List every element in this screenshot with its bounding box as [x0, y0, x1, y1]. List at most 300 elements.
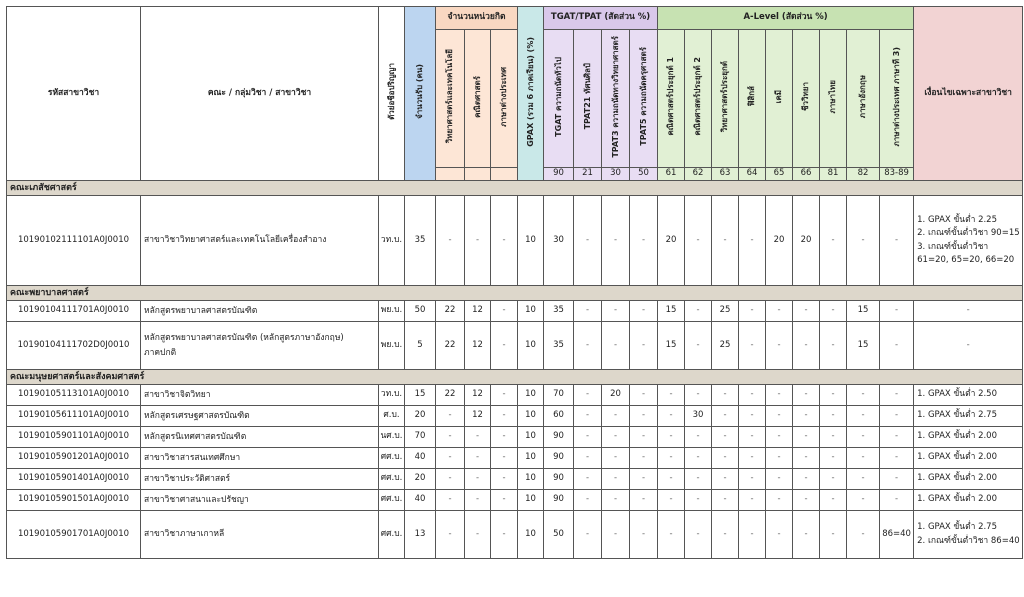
alevel-value: -	[712, 448, 739, 469]
units-value: -	[465, 448, 491, 469]
alevel-value: -	[793, 322, 820, 370]
tgat-value: -	[602, 301, 630, 322]
table-row	[7, 427, 1023, 448]
alevel-value: 15	[847, 322, 880, 370]
program-name	[141, 385, 379, 406]
table-row	[7, 511, 1023, 559]
alevel-value: -	[793, 490, 820, 511]
conditions-cell	[914, 469, 1023, 490]
header-alevel-col: เคมี	[766, 30, 793, 168]
program-name-line: สาขาวิชาวิทยาศาสตร์และเทคโนโลยีเครื่องสำอาง	[144, 235, 327, 246]
header-code: รหัสสาขาวิชา	[7, 7, 141, 181]
gpax-value: 10	[518, 448, 544, 469]
tgat-value: -	[630, 448, 658, 469]
header-alevel-code: 61	[658, 168, 685, 181]
conditions-cell	[914, 448, 1023, 469]
alevel-value: -	[739, 490, 766, 511]
alevel-value: -	[685, 469, 712, 490]
header-tgat-col: TPAT5 ความถนัดครุศาสตร์	[630, 30, 658, 168]
gpax-value: 10	[518, 469, 544, 490]
units-value: -	[491, 469, 518, 490]
alevel-value: -	[658, 385, 685, 406]
header-alevel-code: 81	[820, 168, 847, 181]
alevel-value: 20	[658, 196, 685, 286]
program-name-line: ภาคปกติ	[144, 347, 177, 358]
header-gpax: GPAX (รวม 6 ภาคเรียน) (%)	[518, 7, 544, 181]
alevel-value: -	[739, 469, 766, 490]
tgat-value: 50	[544, 511, 574, 559]
alevel-value: -	[820, 385, 847, 406]
tgat-value: -	[602, 406, 630, 427]
units-value: 22	[436, 322, 465, 370]
quota-value: 20	[405, 406, 436, 427]
alevel-value: 15	[658, 301, 685, 322]
header-faculty: คณะ / กลุ่มวิชา / สาขาวิชา	[141, 7, 379, 181]
condition-line: 2. เกณฑ์ขั้นต่ำวิชา 90=15	[917, 228, 1020, 239]
program-name-line: หลักสูตรพยาบาลศาสตรบัณฑิต (หลักสูตรภาษาอังกฤษ)	[144, 333, 344, 344]
table-row	[7, 406, 1023, 427]
header-alevel-col: ภาษาต่างประเทศ ภาษาที่ 3)	[880, 30, 914, 168]
alevel-value: 25	[712, 301, 739, 322]
quota-value: 40	[405, 490, 436, 511]
header-tgat-group: TGAT/TPAT (สัดส่วน %)	[544, 7, 658, 30]
alevel-value: -	[793, 511, 820, 559]
alevel-value: -	[739, 322, 766, 370]
tgat-value: 35	[544, 301, 574, 322]
alevel-value: -	[685, 385, 712, 406]
header-quota: จำนวนรับ (คน)	[405, 7, 436, 181]
condition-line: 1. GPAX ขั้นต่ำ 2.00	[917, 452, 998, 463]
alevel-value: -	[766, 301, 793, 322]
alevel-value: -	[880, 427, 914, 448]
program-code: 10190102111101A0J0010	[7, 196, 141, 286]
program-name	[141, 511, 379, 559]
units-value: 12	[465, 301, 491, 322]
units-value: 22	[436, 301, 465, 322]
program-name-line: หลักสูตรนิเทศศาสตรบัณฑิต	[144, 431, 247, 442]
header-tgat-code: 50	[630, 168, 658, 181]
alevel-value: -	[658, 490, 685, 511]
admission-table	[6, 6, 1023, 559]
header-tgat-code: 21	[574, 168, 602, 181]
quota-value: 40	[405, 448, 436, 469]
alevel-value: -	[658, 406, 685, 427]
degree-abbrev: ศ.บ.	[379, 406, 405, 427]
tgat-value: 30	[544, 196, 574, 286]
degree-abbrev: พย.บ.	[379, 322, 405, 370]
alevel-value: 30	[685, 406, 712, 427]
gpax-value: 10	[518, 490, 544, 511]
program-name-line: สาขาวิชาศาสนาและปรัชญา	[144, 494, 249, 505]
program-name	[141, 469, 379, 490]
units-value: -	[491, 301, 518, 322]
header-alevel-code: 65	[766, 168, 793, 181]
gpax-value: 10	[518, 511, 544, 559]
alevel-value: -	[880, 448, 914, 469]
alevel-value: -	[793, 427, 820, 448]
quota-value: 35	[405, 196, 436, 286]
condition-line: -	[966, 339, 970, 350]
tgat-value: -	[574, 196, 602, 286]
program-name	[141, 448, 379, 469]
degree-abbrev: นศ.บ.	[379, 427, 405, 448]
program-code: 10190105901201A0J0010	[7, 448, 141, 469]
alevel-value: -	[793, 406, 820, 427]
degree-abbrev: วท.บ.	[379, 196, 405, 286]
alevel-value: -	[793, 469, 820, 490]
degree-abbrev: วท.บ.	[379, 385, 405, 406]
gpax-value: 10	[518, 406, 544, 427]
units-value: 12	[465, 322, 491, 370]
alevel-value: -	[880, 385, 914, 406]
alevel-value: -	[820, 406, 847, 427]
alevel-value: -	[658, 511, 685, 559]
header-units-group: จำนวนหน่วยกิต	[436, 7, 518, 30]
tgat-value: 20	[602, 385, 630, 406]
alevel-value: -	[766, 490, 793, 511]
header-alevel-col: ภาษาไทย	[820, 30, 847, 168]
alevel-value: -	[739, 385, 766, 406]
header-alevel-col: คณิตศาสตร์ประยุกต์ 2	[685, 30, 712, 168]
units-value: -	[465, 490, 491, 511]
program-name	[141, 406, 379, 427]
tgat-value: -	[602, 427, 630, 448]
alevel-value: -	[880, 322, 914, 370]
quota-value: 5	[405, 322, 436, 370]
units-value: -	[465, 196, 491, 286]
table-row	[7, 490, 1023, 511]
condition-line: 1. GPAX ขั้นต่ำ 2.25	[917, 215, 998, 226]
alevel-value: -	[847, 427, 880, 448]
condition-line: 1. GPAX ขั้นต่ำ 2.00	[917, 473, 998, 484]
alevel-value: 15	[658, 322, 685, 370]
tgat-value: 60	[544, 406, 574, 427]
tgat-value: 90	[544, 427, 574, 448]
alevel-value: -	[712, 490, 739, 511]
alevel-value: -	[739, 196, 766, 286]
tgat-value: -	[630, 469, 658, 490]
tgat-value: -	[630, 490, 658, 511]
alevel-value: -	[712, 196, 739, 286]
section-row	[7, 286, 1023, 301]
conditions-cell	[914, 301, 1023, 322]
program-code: 10190105113101A0J0010	[7, 385, 141, 406]
table-row	[7, 385, 1023, 406]
alevel-value: -	[712, 469, 739, 490]
tgat-value: -	[602, 448, 630, 469]
units-value: -	[491, 511, 518, 559]
conditions-cell	[914, 196, 1023, 286]
header-alevel-col: คณิตศาสตร์ประยุกต์ 1	[658, 30, 685, 168]
header-alevel-code: 66	[793, 168, 820, 181]
tgat-value: -	[630, 322, 658, 370]
units-value: -	[491, 448, 518, 469]
alevel-value: -	[880, 196, 914, 286]
alevel-value: -	[712, 511, 739, 559]
program-name	[141, 490, 379, 511]
units-value: -	[491, 196, 518, 286]
alevel-value: -	[766, 511, 793, 559]
condition-line: 1. GPAX ขั้นต่ำ 2.75	[917, 522, 998, 533]
header-alevel-group: A-Level (สัดส่วน %)	[658, 7, 914, 30]
alevel-value: -	[880, 406, 914, 427]
header-alevel-col: ฟิสิกส์	[739, 30, 766, 168]
alevel-value: -	[847, 511, 880, 559]
quota-value: 15	[405, 385, 436, 406]
alevel-value: -	[820, 301, 847, 322]
alevel-value: -	[820, 322, 847, 370]
alevel-value: -	[658, 469, 685, 490]
tgat-value: -	[574, 448, 602, 469]
header-alevel-col: ภาษาอังกฤษ	[847, 30, 880, 168]
header-tgat-col: TGAT ความถนัดทั่วไป	[544, 30, 574, 168]
units-value: -	[436, 490, 465, 511]
alevel-value: -	[685, 448, 712, 469]
alevel-value: -	[739, 301, 766, 322]
tgat-value: -	[602, 322, 630, 370]
units-value: -	[465, 427, 491, 448]
program-code: 10190105901401A0J0010	[7, 469, 141, 490]
program-name-line: สาขาวิชาประวัติศาสตร์	[144, 473, 231, 484]
alevel-value: -	[658, 427, 685, 448]
tgat-value: -	[630, 196, 658, 286]
alevel-value: -	[847, 385, 880, 406]
section-row	[7, 370, 1023, 385]
alevel-value: -	[685, 490, 712, 511]
program-name	[141, 196, 379, 286]
alevel-value: -	[793, 448, 820, 469]
tgat-value: -	[630, 301, 658, 322]
alevel-value: -	[793, 385, 820, 406]
table-row	[7, 448, 1023, 469]
alevel-value: -	[847, 448, 880, 469]
program-code: 10190104111701A0J0010	[7, 301, 141, 322]
units-value: -	[465, 469, 491, 490]
alevel-value: -	[712, 406, 739, 427]
alevel-value: 86=40	[880, 511, 914, 559]
header-alevel-code: 62	[685, 168, 712, 181]
conditions-cell	[914, 511, 1023, 559]
degree-abbrev: ศศ.บ.	[379, 490, 405, 511]
program-name-line: หลักสูตรพยาบาลศาสตรบัณฑิต	[144, 305, 258, 316]
header-tgat-col: TPAT3 ความถนัดทางวิทยาศาสตร์	[602, 30, 630, 168]
program-name	[141, 322, 379, 370]
program-name-line: หลักสูตรเศรษฐศาสตรบัณฑิต	[144, 410, 250, 421]
alevel-value: 15	[847, 301, 880, 322]
program-code: 10190104111702D0J0010	[7, 322, 141, 370]
alevel-value: -	[793, 301, 820, 322]
header-alevel-code: 83-89	[880, 168, 914, 181]
units-value: -	[491, 406, 518, 427]
alevel-value: -	[766, 385, 793, 406]
condition-line: 3. เกณฑ์ขั้นต่ำวิชา 61=20, 65=20, 66=20	[917, 241, 1015, 265]
alevel-value: -	[712, 427, 739, 448]
conditions-cell	[914, 322, 1023, 370]
alevel-value: -	[766, 406, 793, 427]
header-alevel-code: 82	[847, 168, 880, 181]
tgat-value: -	[630, 385, 658, 406]
gpax-value: 10	[518, 196, 544, 286]
header-alevel-col: วิทยาศาสตร์ประยุกต์	[712, 30, 739, 168]
alevel-value: -	[685, 196, 712, 286]
alevel-value: -	[820, 469, 847, 490]
header-tgat-code: 90	[544, 168, 574, 181]
degree-abbrev: พย.บ.	[379, 301, 405, 322]
alevel-value: 25	[712, 322, 739, 370]
alevel-value: -	[685, 322, 712, 370]
alevel-value: -	[685, 301, 712, 322]
tgat-value: -	[602, 196, 630, 286]
alevel-value: -	[880, 301, 914, 322]
alevel-value: -	[820, 490, 847, 511]
section-row	[7, 181, 1023, 196]
tgat-value: -	[574, 427, 602, 448]
degree-abbrev: ศศ.บ.	[379, 448, 405, 469]
tgat-value: -	[630, 406, 658, 427]
condition-line: 2. เกณฑ์ขั้นต่ำวิชา 86=40	[917, 535, 1020, 546]
table-row	[7, 322, 1023, 370]
section-title: คณะมนุษยศาสตร์และสังคมศาสตร์	[7, 370, 1023, 385]
units-value: -	[436, 448, 465, 469]
tgat-value: 90	[544, 469, 574, 490]
alevel-value: -	[820, 511, 847, 559]
program-name-line: สาขาวิชาสารสนเทศศึกษา	[144, 452, 241, 463]
table-row	[7, 469, 1023, 490]
tgat-value: -	[574, 406, 602, 427]
quota-value: 20	[405, 469, 436, 490]
alevel-value: -	[712, 385, 739, 406]
program-name-line: สาขาวิชาจิตวิทยา	[144, 389, 211, 400]
alevel-value: 20	[793, 196, 820, 286]
units-value: 22	[436, 385, 465, 406]
gpax-value: 10	[518, 301, 544, 322]
header-alevel-col: ชีววิทยา	[793, 30, 820, 168]
section-title: คณะพยาบาลศาสตร์	[7, 286, 1023, 301]
condition-line: 1. GPAX ขั้นต่ำ 2.75	[917, 410, 998, 421]
units-value: 12	[465, 385, 491, 406]
alevel-value: -	[820, 448, 847, 469]
tgat-value: -	[602, 469, 630, 490]
units-value: 12	[465, 406, 491, 427]
condition-line: -	[966, 305, 970, 316]
table-row	[7, 301, 1023, 322]
header-tgat-col: TPAT21 ทัศนศิลป์	[574, 30, 602, 168]
alevel-value: -	[880, 469, 914, 490]
program-name	[141, 301, 379, 322]
alevel-value: -	[739, 448, 766, 469]
condition-line: 1. GPAX ขั้นต่ำ 2.00	[917, 494, 998, 505]
program-code: 10190105901501A0J0010	[7, 490, 141, 511]
header-units-code	[491, 168, 518, 181]
units-value: -	[491, 322, 518, 370]
table-body	[7, 181, 1023, 559]
alevel-value: 20	[766, 196, 793, 286]
alevel-value: -	[847, 406, 880, 427]
table-header	[7, 7, 1023, 181]
quota-value: 50	[405, 301, 436, 322]
gpax-value: 10	[518, 427, 544, 448]
tgat-value: -	[630, 511, 658, 559]
header-units-col: ภาษาต่างประเทศ	[491, 30, 518, 168]
units-value: -	[491, 427, 518, 448]
alevel-value: -	[739, 511, 766, 559]
alevel-value: -	[847, 490, 880, 511]
header-tgat-code: 30	[602, 168, 630, 181]
header-alevel-code: 63	[712, 168, 739, 181]
tgat-value: -	[602, 511, 630, 559]
header-conditions: เงื่อนไขเฉพาะสาขาวิชา	[914, 7, 1023, 181]
units-value: -	[436, 196, 465, 286]
alevel-value: -	[766, 427, 793, 448]
header-units-code	[436, 168, 465, 181]
tgat-value: 70	[544, 385, 574, 406]
units-value: -	[491, 385, 518, 406]
tgat-value: 90	[544, 448, 574, 469]
units-value: -	[491, 490, 518, 511]
header-degree: ตัวย่อชื่อปริญญา	[379, 7, 405, 181]
degree-abbrev: ศศ.บ.	[379, 469, 405, 490]
tgat-value: -	[574, 469, 602, 490]
tgat-value: -	[574, 322, 602, 370]
alevel-value: -	[766, 448, 793, 469]
units-value: -	[436, 406, 465, 427]
header-alevel-code: 64	[739, 168, 766, 181]
alevel-value: -	[820, 427, 847, 448]
header-units-code	[465, 168, 491, 181]
alevel-value: -	[820, 196, 847, 286]
tgat-value: 35	[544, 322, 574, 370]
tgat-value: -	[574, 301, 602, 322]
alevel-value: -	[766, 322, 793, 370]
header-units-col: คณิตศาสตร์	[465, 30, 491, 168]
alevel-value: -	[685, 427, 712, 448]
program-code: 10190105611101A0J0010	[7, 406, 141, 427]
gpax-value: 10	[518, 322, 544, 370]
units-value: -	[465, 511, 491, 559]
conditions-cell	[914, 427, 1023, 448]
program-code: 10190105901101A0J0010	[7, 427, 141, 448]
quota-value: 13	[405, 511, 436, 559]
tgat-value: -	[574, 385, 602, 406]
units-value: -	[436, 511, 465, 559]
alevel-value: -	[847, 469, 880, 490]
quota-value: 70	[405, 427, 436, 448]
section-title: คณะเภสัชศาสตร์	[7, 181, 1023, 196]
tgat-value: -	[574, 490, 602, 511]
alevel-value: -	[847, 196, 880, 286]
units-value: -	[436, 469, 465, 490]
condition-line: 1. GPAX ขั้นต่ำ 2.50	[917, 389, 998, 400]
program-name-line: สาขาวิชาภาษาเกาหลี	[144, 529, 225, 540]
alevel-value: -	[739, 427, 766, 448]
degree-abbrev: ศศ.บ.	[379, 511, 405, 559]
conditions-cell	[914, 406, 1023, 427]
alevel-value: -	[658, 448, 685, 469]
alevel-value: -	[685, 511, 712, 559]
tgat-value: -	[574, 511, 602, 559]
tgat-value: -	[602, 490, 630, 511]
gpax-value: 10	[518, 385, 544, 406]
conditions-cell	[914, 385, 1023, 406]
units-value: -	[436, 427, 465, 448]
alevel-value: -	[739, 406, 766, 427]
tgat-value: -	[630, 427, 658, 448]
tgat-value: 90	[544, 490, 574, 511]
alevel-value: -	[766, 469, 793, 490]
table-row	[7, 196, 1023, 286]
program-name	[141, 427, 379, 448]
condition-line: 1. GPAX ขั้นต่ำ 2.00	[917, 431, 998, 442]
